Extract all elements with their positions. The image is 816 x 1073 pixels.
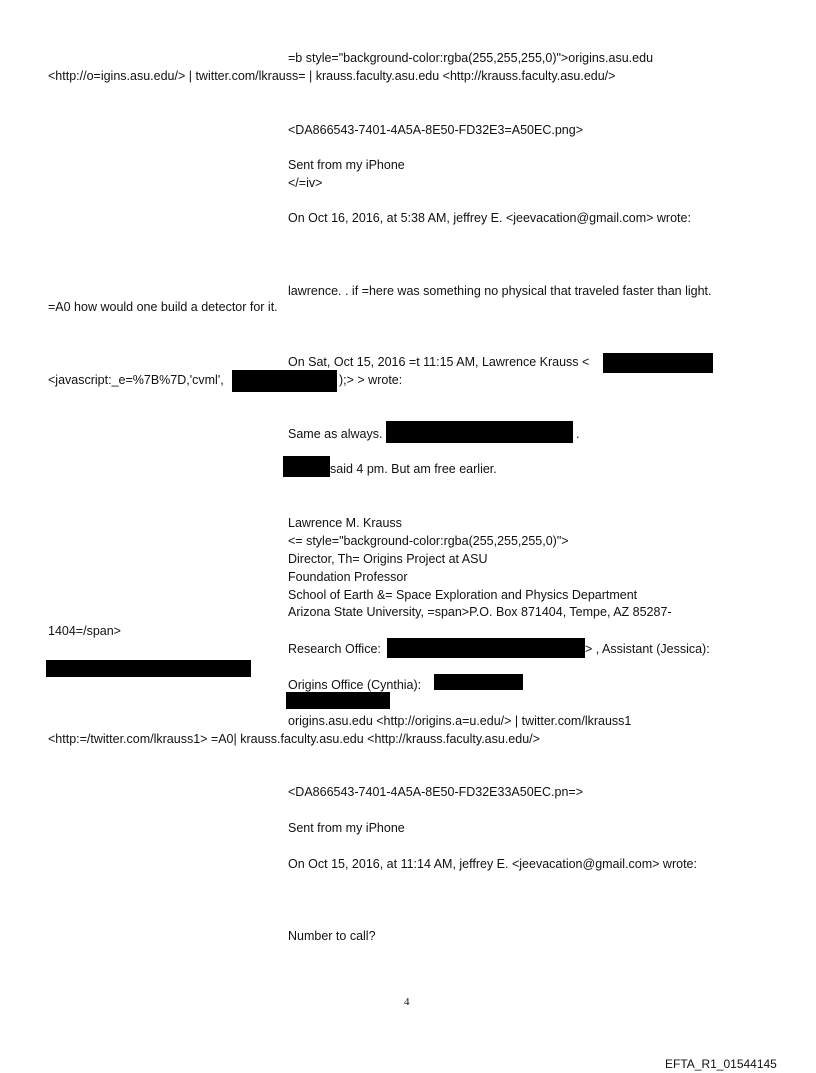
signature-name: Lawrence M. Krauss [288, 516, 402, 530]
sent-from-iphone-2: Sent from my iPhone [288, 821, 405, 835]
signature-links-line2: <http:=/twitter.com/lkrauss1> =A0| krauss.faculty.asu.edu <http://krauss.faculty.asu.edu/> [48, 732, 540, 746]
signature-address: Arizona State University, =span>P.O. Box 871404, Tempe, AZ 85287- [288, 605, 672, 619]
signature-address-cont: 1404=/span> [48, 624, 121, 638]
number-to-call: Number to call? [288, 929, 376, 943]
page-number: 4 [404, 996, 410, 1008]
image-reference: <DA866543-7401-4A5A-8E50-FD32E3=A50EC.png> [288, 123, 583, 137]
sent-from-iphone: Sent from my iPhone [288, 158, 405, 172]
same-as-always: Same as always. [288, 427, 383, 441]
origins-office-label: Origins Office (Cynthia): [288, 678, 422, 692]
reply-header-oct15-jeffrey: On Oct 15, 2016, at 11:14 AM, jeffrey E. <jeevacation@gmail.com> wrote: [288, 857, 697, 871]
style-fragment-line: =b style="background-color:rgba(255,255,255,0)">origins.asu.edu [288, 51, 654, 65]
javascript-link: <javascript:_e=%7B%7D,'cvml', [48, 373, 224, 387]
signature-director: Director, Th= Origins Project at ASU [288, 552, 488, 566]
redaction-box [286, 692, 390, 709]
research-office-label: Research Office: [288, 642, 381, 656]
signature-style-fragment: <= style="background-color:rgba(255,255,255,0)"> [288, 534, 569, 548]
period: . [576, 427, 580, 441]
reply-header-krauss: On Sat, Oct 15, 2016 =t 11:15 AM, Lawrence Krauss < [288, 355, 590, 369]
assistant-label: > , Assistant (Jessica): [585, 642, 710, 656]
said-4pm: said 4 pm. But am free earlier. [330, 462, 497, 476]
div-close-tag: </=iv> [288, 176, 323, 190]
redaction-box [387, 638, 585, 658]
redaction-box [434, 674, 523, 690]
image-reference-2: <DA866543-7401-4A5A-8E50-FD32E33A50EC.pn=> [288, 785, 583, 799]
signature-title: Foundation Professor [288, 570, 408, 584]
links-line: <http://o=igins.asu.edu/> | twitter.com/lkrauss= | krauss.faculty.asu.edu <http://krauss.faculty.asu.edu/> [48, 69, 616, 83]
redaction-box [46, 660, 251, 677]
redaction-box [232, 370, 337, 392]
message-lawrence-line1: lawrence. . if =here was something no physical that traveled faster than light. [288, 284, 712, 298]
signature-links-line1: origins.asu.edu <http://origins.a=u.edu/> | twitter.com/lkrauss1 [288, 714, 632, 728]
redaction-box [603, 353, 713, 373]
redaction-box [386, 421, 573, 443]
reply-header-oct16: On Oct 16, 2016, at 5:38 AM, jeffrey E. <jeevacation@gmail.com> wrote: [288, 211, 691, 225]
message-lawrence-line2: =A0 how would one build a detector for it. [48, 300, 278, 314]
signature-school: School of Earth &= Space Exploration and Physics Department [288, 588, 638, 602]
document-id-footer: EFTA_R1_01544145 [665, 1057, 777, 1071]
wrote-suffix: );> > wrote: [339, 373, 403, 387]
redaction-box [283, 456, 330, 477]
